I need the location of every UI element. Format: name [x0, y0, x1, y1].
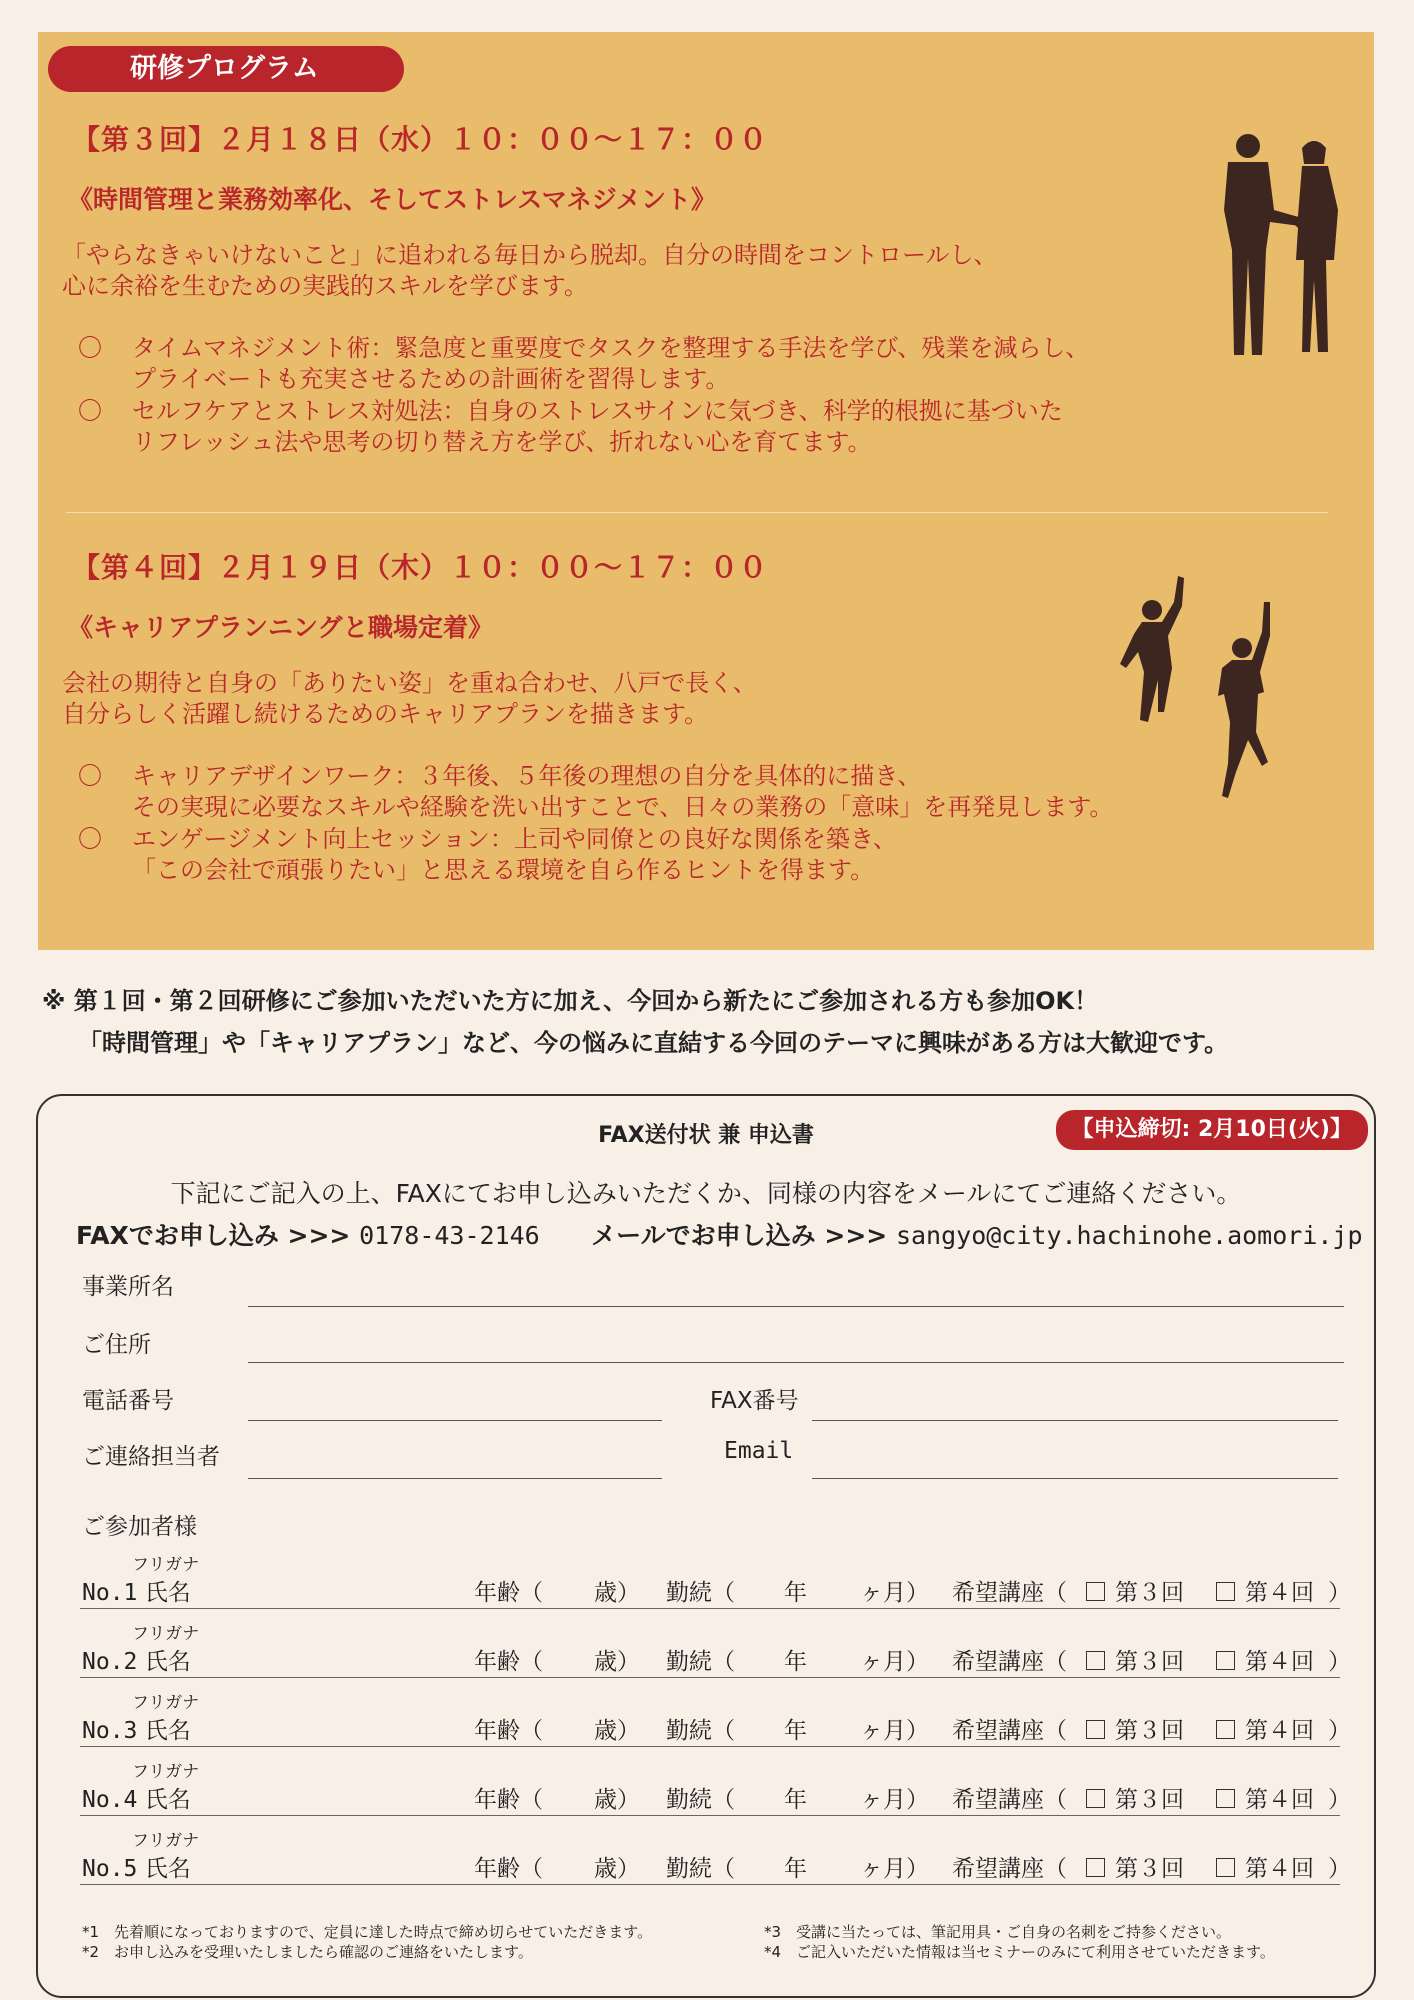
year-label: 年 — [784, 1856, 807, 1882]
participant-row-line — [80, 1608, 1340, 1609]
email-field[interactable] — [812, 1478, 1338, 1479]
month-label: ヶ月） — [860, 1649, 929, 1675]
application-form — [36, 1094, 1376, 1998]
session3-bullet1 — [78, 333, 1089, 364]
program-panel — [38, 32, 1374, 950]
age-label: 年齢（ — [474, 1580, 543, 1606]
deadline-badge: 【申込締切: 2月10日(火)】 — [1056, 1110, 1369, 1150]
phone-field[interactable] — [248, 1420, 662, 1421]
session-divider — [66, 512, 1328, 513]
contact-line — [76, 1216, 1363, 1252]
name-label: 氏名 — [144, 1718, 191, 1744]
course-close: ） — [1328, 1580, 1351, 1606]
footnote-4: *4 ご記入いただいた情報は当セミナーのみにて利用させていただきます。 — [764, 1943, 1275, 1961]
course3-label: 第３回 — [1115, 1856, 1184, 1882]
program-tab-label: 研修プログラム — [48, 46, 404, 92]
participant-name[interactable] — [82, 1574, 191, 1607]
age-label: 年齢（ — [474, 1718, 543, 1744]
course-close: ） — [1328, 1649, 1351, 1675]
session3-title: 《時間管理と業務効率化、そしてストレスマネジメント》 — [68, 185, 717, 214]
contact-person-field[interactable] — [248, 1478, 662, 1479]
form-lead: 下記にご記入の上、FAXにてお申し込みいただくか、同様の内容をメールにてご連絡ください。 — [170, 1179, 1242, 1208]
footnote-2: *2 お申し込みを受理いたしましたら確認のご連絡をいたします。 — [82, 1943, 533, 1961]
age-unit-label: 歳） — [594, 1718, 640, 1744]
fax-number[interactable]: 0178-43-2146 — [359, 1221, 540, 1250]
participant-number: No.3 — [82, 1718, 138, 1744]
session3-bullet2-line1: セルフケアとストレス対処法：自身のストレスサインに気づき、科学的根拠に基づいた — [132, 397, 1063, 425]
form-title: FAX送付状 兼 申込書 — [598, 1123, 814, 1148]
furigana-label: フリガナ — [132, 1555, 200, 1575]
year-label: 年 — [784, 1580, 807, 1606]
session4-bullet2-cont — [78, 855, 874, 886]
fax-field[interactable] — [812, 1420, 1338, 1421]
age-label: 年齢（ — [474, 1856, 543, 1882]
participant-number: No.5 — [82, 1856, 138, 1882]
name-label: 氏名 — [144, 1580, 191, 1606]
course3-checkbox[interactable] — [1086, 1858, 1105, 1877]
month-label: ヶ月） — [860, 1787, 929, 1813]
participant-row-line — [80, 1815, 1340, 1816]
participant-row — [38, 1619, 1374, 1689]
participants-label: ご参加者様 — [82, 1514, 197, 1540]
course3-label: 第３回 — [1115, 1649, 1184, 1675]
jumping-people-silhouette-icon — [1098, 572, 1298, 802]
furigana-label: フリガナ — [132, 1762, 200, 1782]
course3-checkbox[interactable] — [1086, 1720, 1105, 1739]
name-label: 氏名 — [144, 1856, 191, 1882]
session3-heading: 【第３回】２月１８日（水）１０：００～１７：００ — [72, 123, 769, 156]
notes — [42, 980, 1228, 1064]
course4-option[interactable] — [1216, 1781, 1314, 1814]
mail-address-link[interactable]: sangyo@city.hachinohe.aomori.jp — [895, 1221, 1363, 1250]
participant-name[interactable] — [82, 1781, 191, 1814]
month-label: ヶ月） — [860, 1856, 929, 1882]
session3-bullet1-line2: プライベートも充実させるための計画術を習得します。 — [132, 365, 730, 393]
year-label: 年 — [784, 1718, 807, 1744]
mail-label: メールでお申し込み >>> — [591, 1221, 888, 1250]
session4-heading: 【第４回】２月１９日（木）１０：００～１７：００ — [72, 551, 769, 584]
age-unit-label: 歳） — [594, 1649, 640, 1675]
company-field[interactable] — [248, 1306, 1344, 1307]
tenure-label: 勤続（ — [666, 1718, 735, 1744]
course3-option[interactable] — [1086, 1781, 1184, 1814]
bullet-circle-icon: 〇 — [78, 762, 102, 790]
course3-checkbox[interactable] — [1086, 1789, 1105, 1808]
course-label: 希望講座（ — [952, 1787, 1067, 1813]
participant-name[interactable] — [82, 1712, 191, 1745]
course3-label: 第３回 — [1115, 1718, 1184, 1744]
course4-label: 第４回 — [1245, 1856, 1314, 1882]
course3-option[interactable] — [1086, 1712, 1184, 1745]
address-field[interactable] — [248, 1362, 1344, 1363]
course-label: 希望講座（ — [952, 1649, 1067, 1675]
session4-bullet1-line2: その実現に必要なスキルや経験を洗い出すことで、日々の業務の「意味」を再発見します。 — [132, 793, 1114, 821]
year-label: 年 — [784, 1787, 807, 1813]
session3-desc-line2: 心に余裕を生むための実践的スキルを学びます。 — [62, 272, 588, 300]
year-label: 年 — [784, 1649, 807, 1675]
participant-number: No.1 — [82, 1580, 138, 1606]
furigana-label: フリガナ — [132, 1831, 200, 1851]
fax-field-label: FAX番号 — [710, 1388, 799, 1414]
month-label: ヶ月） — [860, 1718, 929, 1744]
email-field-label: Email — [724, 1438, 794, 1464]
participant-row — [38, 1550, 1374, 1620]
furigana-label: フリガナ — [132, 1693, 200, 1713]
tenure-label: 勤続（ — [666, 1580, 735, 1606]
footnote-1: *1 先着順になっておりますので、定員に達した時点で締め切らせていただきます。 — [82, 1923, 653, 1941]
tenure-label: 勤続（ — [666, 1856, 735, 1882]
course-close: ） — [1328, 1856, 1351, 1882]
session4-bullet2-line1: エンゲージメント向上セッション：上司や同僚との良好な関係を築き、 — [132, 825, 897, 853]
course4-option[interactable] — [1216, 1712, 1314, 1745]
participant-number: No.4 — [82, 1787, 138, 1813]
course-close: ） — [1328, 1718, 1351, 1744]
participant-name[interactable] — [82, 1643, 191, 1676]
address-label: ご住所 — [82, 1332, 151, 1358]
session4-bullet1-cont — [78, 792, 1113, 823]
session3-bullet2-cont — [78, 427, 871, 458]
course4-checkbox[interactable] — [1216, 1789, 1235, 1808]
participant-row — [38, 1826, 1374, 1896]
session4-desc-line1: 会社の期待と自身の「ありたい姿」を重ね合わせ、八戸で長く、 — [62, 669, 757, 697]
session3-bullet2-line2: リフレッシュ法や思考の切り替え方を学び、折れない心を育てます。 — [132, 428, 872, 456]
name-label: 氏名 — [144, 1787, 191, 1813]
participant-row-line — [80, 1746, 1340, 1747]
participant-row — [38, 1688, 1374, 1758]
age-unit-label: 歳） — [594, 1787, 640, 1813]
course4-label: 第４回 — [1245, 1649, 1314, 1675]
session4-bullet1 — [78, 761, 921, 792]
participant-row — [38, 1757, 1374, 1827]
course3-option[interactable] — [1086, 1643, 1184, 1676]
tenure-label: 勤続（ — [666, 1787, 735, 1813]
session4-desc-line2: 自分らしく活躍し続けるためのキャリアプランを描きます。 — [62, 700, 709, 728]
course-label: 希望講座（ — [952, 1580, 1067, 1606]
bullet-circle-icon: 〇 — [78, 397, 102, 425]
course3-label: 第３回 — [1115, 1580, 1184, 1606]
course3-option[interactable] — [1086, 1850, 1184, 1883]
session3-bullet1-cont — [78, 364, 729, 395]
contact-person-label: ご連絡担当者 — [82, 1444, 220, 1470]
participant-row-line — [80, 1884, 1340, 1885]
notes-line2: 「時間管理」や「キャリアプラン」など、今の悩みに直結する今回のテーマに興味がある方は大歓迎です。 — [78, 1029, 1229, 1057]
bullet-circle-icon: 〇 — [78, 334, 102, 362]
age-unit-label: 歳） — [594, 1580, 640, 1606]
participant-row-line — [80, 1677, 1340, 1678]
fax-label: FAXでお申し込み >>> — [76, 1221, 351, 1250]
course3-label: 第３回 — [1115, 1787, 1184, 1813]
tenure-label: 勤続（ — [666, 1649, 735, 1675]
footnote-3: *3 受講に当たっては、筆記用具・ご自身の名刺をご持参ください。 — [764, 1923, 1232, 1941]
course-close: ） — [1328, 1787, 1351, 1813]
course4-option[interactable] — [1216, 1850, 1314, 1883]
course4-option[interactable] — [1216, 1574, 1314, 1607]
age-unit-label: 歳） — [594, 1856, 640, 1882]
session3-bullet1-line1: タイムマネジメント術：緊急度と重要度でタスクを整理する手法を学び、残業を減らし、 — [132, 334, 1090, 362]
course4-option[interactable] — [1216, 1643, 1314, 1676]
course4-checkbox[interactable] — [1216, 1720, 1235, 1739]
session4-bullet2 — [78, 824, 897, 855]
course-label: 希望講座（ — [952, 1856, 1067, 1882]
course3-checkbox[interactable] — [1086, 1651, 1105, 1670]
course-label: 希望講座（ — [952, 1718, 1067, 1744]
participant-number: No.2 — [82, 1649, 138, 1675]
course3-option[interactable] — [1086, 1574, 1184, 1607]
phone-label: 電話番号 — [82, 1388, 174, 1414]
bullet-circle-icon: 〇 — [78, 825, 102, 853]
participant-name[interactable] — [82, 1850, 191, 1883]
notes-line1: ※ 第１回・第２回研修にご参加いただいた方に加え、今回から新たにご参加される方も参加OK！ — [42, 987, 1099, 1015]
course4-checkbox[interactable] — [1216, 1651, 1235, 1670]
course3-checkbox[interactable] — [1086, 1582, 1105, 1601]
course4-label: 第４回 — [1245, 1580, 1314, 1606]
session4-bullet2-line2: 「この会社で頑張りたい」と思える環境を自ら作るヒントを得ます。 — [132, 856, 875, 884]
course4-label: 第４回 — [1245, 1718, 1314, 1744]
session4-title: 《キャリアプランニングと職場定着》 — [68, 613, 494, 642]
course4-checkbox[interactable] — [1216, 1858, 1235, 1877]
company-label: 事業所名 — [82, 1274, 174, 1300]
handshake-silhouette-icon — [1198, 130, 1358, 360]
age-label: 年齢（ — [474, 1649, 543, 1675]
session4-bullet1-line1: キャリアデザインワーク：３年後、５年後の理想の自分を具体的に描き、 — [132, 762, 922, 790]
session3-bullet2 — [78, 396, 1063, 427]
name-label: 氏名 — [144, 1649, 191, 1675]
month-label: ヶ月） — [860, 1580, 929, 1606]
session3-desc-line1: 「やらなきゃいけないこと」に追われる毎日から脱却。自分の時間をコントロールし、 — [62, 241, 998, 269]
furigana-label: フリガナ — [132, 1624, 200, 1644]
course4-checkbox[interactable] — [1216, 1582, 1235, 1601]
age-label: 年齢（ — [474, 1787, 543, 1813]
course4-label: 第４回 — [1245, 1787, 1314, 1813]
